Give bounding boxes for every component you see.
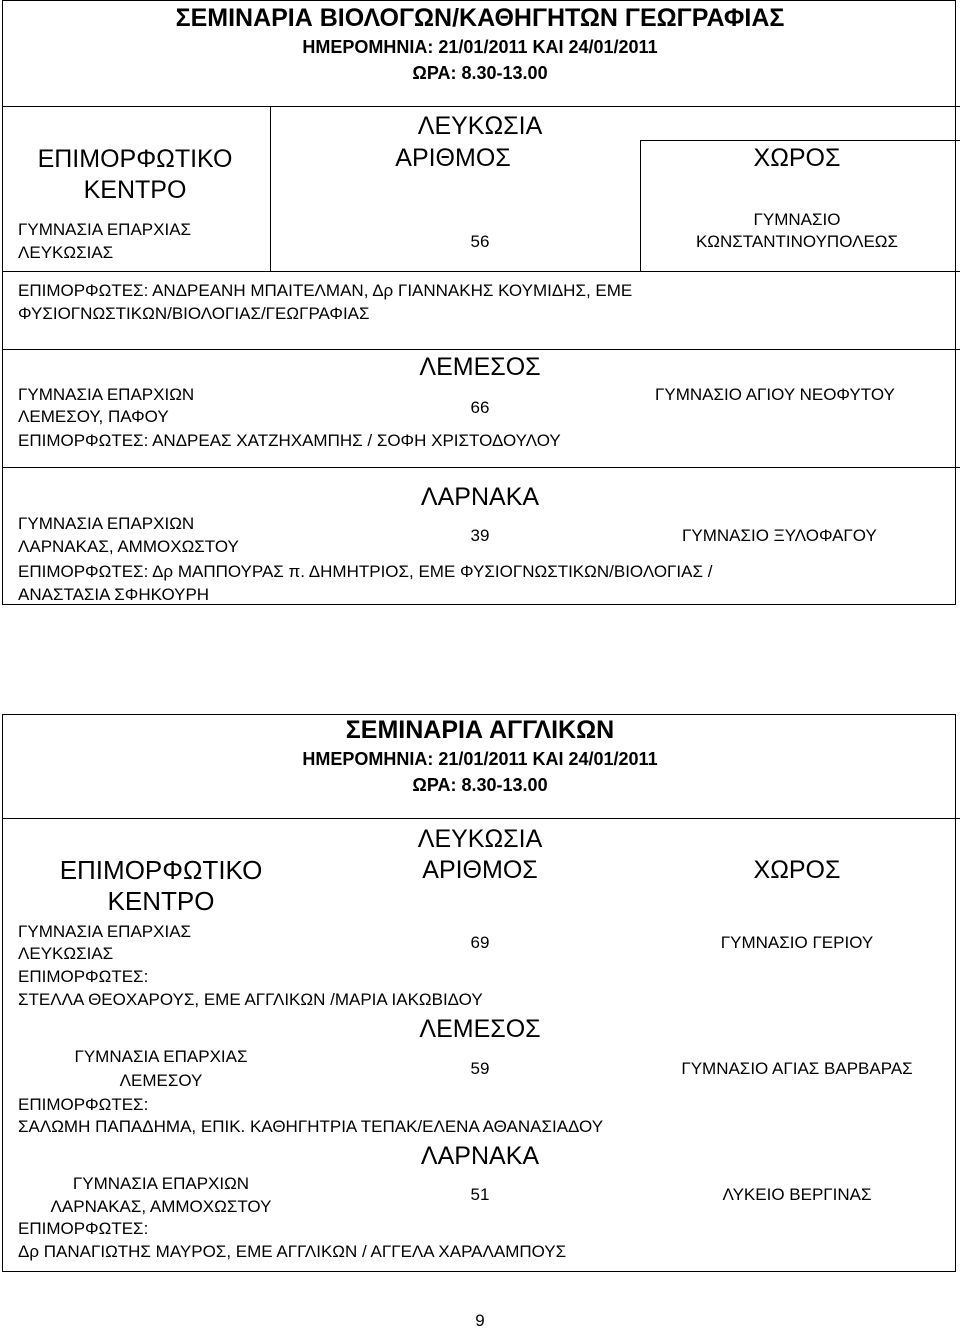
english-region-header-limassol: ΛΕΜΕΣΟΣ: [419, 1015, 541, 1043]
english-title-divider: [3, 818, 960, 819]
venue-header: ΧΩΡΟΣ: [753, 144, 841, 172]
english-nicosia-number: 69: [470, 933, 490, 952]
limassol-bottom-divider: [3, 467, 960, 468]
limassol-schools: ΓΥΜΝΑΣΙΑ ΕΠΑΡΧΙΩΝ: [18, 385, 195, 404]
nicosia-venue-line2: ΚΩΝΣΤΑΝΤΙΝΟΥΠΟΛΕΩΣ: [695, 232, 899, 251]
limassol-trainers: ΕΠΙΜΟΡΦΩΤΕΣ: ΑΝΔΡΕΑΣ ΧΑΤΖΗΧΑΜΠΗΣ / ΣΟΦΗ ΧΡΙΣΤΟΔΟΥΛΟΥ: [18, 431, 561, 450]
larnaca-number: 39: [470, 526, 490, 545]
english-center-header-line2: ΚΕΝΤΡΟ: [107, 886, 215, 916]
english-time: ΩΡΑ: 8.30-13.00: [412, 775, 548, 795]
english-region-header-larnaca: ΛΑΡΝΑΚΑ: [420, 1142, 540, 1170]
nicosia-divider: [3, 271, 960, 272]
english-larnaca-venue: ΛΥΚΕΙΟ ΒΕΡΓΙΝΑΣ: [722, 1185, 872, 1204]
biology-title: ΣΕΜΙΝΑΡΙΑ ΒΙΟΛΟΓΩΝ/ΚΑΘΗΓΗΤΩΝ ΓΕΩΓΡΑΦΙΑΣ: [175, 4, 785, 32]
larnaca-trainers-line2: ΑΝΑΣΤΑΣΙΑ ΣΦΗΚΟΥΡΗ: [18, 585, 210, 604]
english-limassol-schools-line2: ΛΕΜΕΣΟΥ: [119, 1071, 203, 1090]
nicosia-trainers: ΕΠΙΜΟΡΦΩΤΕΣ: ΑΝΔΡΕΑΝΗ ΜΠΑΙΤΕΛΜΑΝ, Δρ ΓΙΑΝΝΑΚΗΣ ΚΟΥΜΙΔΗΣ, ΕΜΕ: [18, 281, 633, 300]
limassol-number: 66: [470, 398, 490, 417]
nicosia-schools-line2: ΛΕΥΚΩΣΙΑΣ: [18, 243, 114, 262]
english-nicosia-venue: ΓΥΜΝΑΣΙΟ ΓΕΡΙΟΥ: [720, 933, 874, 952]
english-venue-header: ΧΩΡΟΣ: [753, 856, 841, 884]
english-larnaca-trainers-label: ΕΠΙΜΟΡΦΩΤΕΣ:: [18, 1219, 149, 1238]
number-header: ΑΡΙΘΜΟΣ: [395, 144, 511, 172]
english-limassol-schools: ΓΥΜΝΑΣΙΑ ΕΠΑΡΧΙΑΣ: [74, 1047, 248, 1066]
english-center-header: ΕΠΙΜΟΡΦΩΤΙΚΟ: [59, 855, 263, 885]
larnaca-trainers: ΕΠΙΜΟΡΦΩΤΕΣ: Δρ ΜΑΠΠΟΥΡΑΣ π. ΔΗΜΗΤΡΙΟΣ, ΕΜΕ ΦΥΣΙΟΓΝΩΣΤΙΚΩΝ/ΒΙΟΛΟΓΙΑΣ /: [18, 562, 713, 581]
larnaca-schools: ΓΥΜΝΑΣΙΑ ΕΠΑΡΧΙΩΝ: [18, 514, 195, 533]
english-limassol-trainers-label: ΕΠΙΜΟΡΦΩΤΕΣ:: [18, 1095, 149, 1114]
limassol-venue: ΓΥΜΝΑΣΙΟ ΑΓΙΟΥ ΝΕΟΦΥΤΟΥ: [655, 385, 895, 404]
english-larnaca-schools: ΓΥΜΝΑΣΙΑ ΕΠΑΡΧΙΩΝ: [72, 1174, 250, 1193]
english-limassol-number: 59: [470, 1059, 490, 1078]
english-nicosia-trainers-label: ΕΠΙΜΟΡΦΩΤΕΣ:: [18, 967, 149, 986]
biology-date: ΗΜΕΡΟΜΗΝΙΑ: 21/01/2011 ΚΑΙ 24/01/2011: [302, 37, 658, 57]
english-number-header: ΑΡΙΘΜΟΣ: [422, 856, 538, 884]
english-limassol-trainers: ΣΑΛΩΜΗ ΠΑΠΑΔΗΜΑ, ΕΠΙΚ. ΚΑΘΗΓΗΤΡΙΑ ΤΕΠΑΚ/ΕΛΕΝΑ ΑΘΑΝΑΣΙΑΔΟΥ: [18, 1117, 604, 1136]
english-title: ΣΕΜΙΝΑΡΙΑ ΑΓΓΛΙΚΩΝ: [345, 716, 615, 744]
biology-time: ΩΡΑ: 8.30-13.00: [412, 63, 548, 83]
english-larnaca-number: 51: [470, 1185, 490, 1204]
larnaca-venue: ΓΥΜΝΑΣΙΟ ΞΥΛΟΦΑΓΟΥ: [682, 526, 877, 545]
english-nicosia-trainers: ΣΤΕΛΛΑ ΘΕΟΧΑΡΟΥΣ, ΕΜΕ ΑΓΓΛΙΚΩΝ /ΜΑΡΙΑ ΙΑΚΩΒΙΔΟΥ: [18, 990, 483, 1009]
nicosia-number: 56: [470, 232, 490, 251]
region-header-limassol: ΛΕΜΕΣΟΣ: [419, 353, 541, 381]
english-nicosia-schools: ΓΥΜΝΑΣΙΑ ΕΠΑΡΧΙΑΣ: [18, 922, 192, 941]
limassol-top-divider: [3, 349, 960, 350]
center-header: ΕΠΙΜΟΡΦΩΤΙΚΟ: [37, 145, 233, 173]
region-header-nicosia: ΛΕΥΚΩΣΙΑ: [417, 112, 543, 140]
english-nicosia-schools-line2: ΛΕΥΚΩΣΙΑΣ: [18, 944, 114, 963]
center-header-line2: ΚΕΝΤΡΟ: [83, 176, 187, 204]
larnaca-schools-line2: ΛΑΡΝΑΚΑΣ, ΑΜΜΟΧΩΣΤΟΥ: [18, 537, 239, 556]
limassol-schools-line2: ΛΕΜΕΣΟΥ, ΠΑΦΟΥ: [18, 407, 169, 426]
english-region-header-nicosia: ΛΕΥΚΩΣΙΑ: [417, 825, 543, 853]
nicosia-schools: ΓΥΜΝΑΣΙΑ ΕΠΑΡΧΙΑΣ: [18, 220, 192, 239]
region-header-larnaca: ΛΑΡΝΑΚΑ: [420, 483, 540, 511]
english-limassol-venue: ΓΥΜΝΑΣΙΟ ΑΓΙΑΣ ΒΑΡΒΑΡΑΣ: [681, 1059, 913, 1078]
nicosia-venue: ΓΥΜΝΑΣΙΟ: [753, 210, 841, 229]
english-larnaca-trainers: Δρ ΠΑΝΑΓΙΩΤΗΣ ΜΑΥΡΟΣ, ΕΜΕ ΑΓΓΛΙΚΩΝ / ΑΓΓΕΛΑ ΧΑΡΑΛΑΜΠΟΥΣ: [18, 1242, 567, 1261]
nicosia-trainers-line2: ΦΥΣΙΟΓΝΩΣΤΙΚΩΝ/ΒΙΟΛΟΓΙΑΣ/ΓΕΩΓΡΑΦΙΑΣ: [18, 304, 370, 323]
page-number: 9: [475, 1311, 485, 1330]
title-divider: [3, 106, 960, 107]
english-larnaca-schools-line2: ΛΑΡΝΑΚΑΣ, ΑΜΜΟΧΩΣΤΟΥ: [50, 1197, 272, 1216]
english-date: ΗΜΕΡΟΜΗΝΙΑ: 21/01/2011 ΚΑΙ 24/01/2011: [302, 749, 658, 769]
